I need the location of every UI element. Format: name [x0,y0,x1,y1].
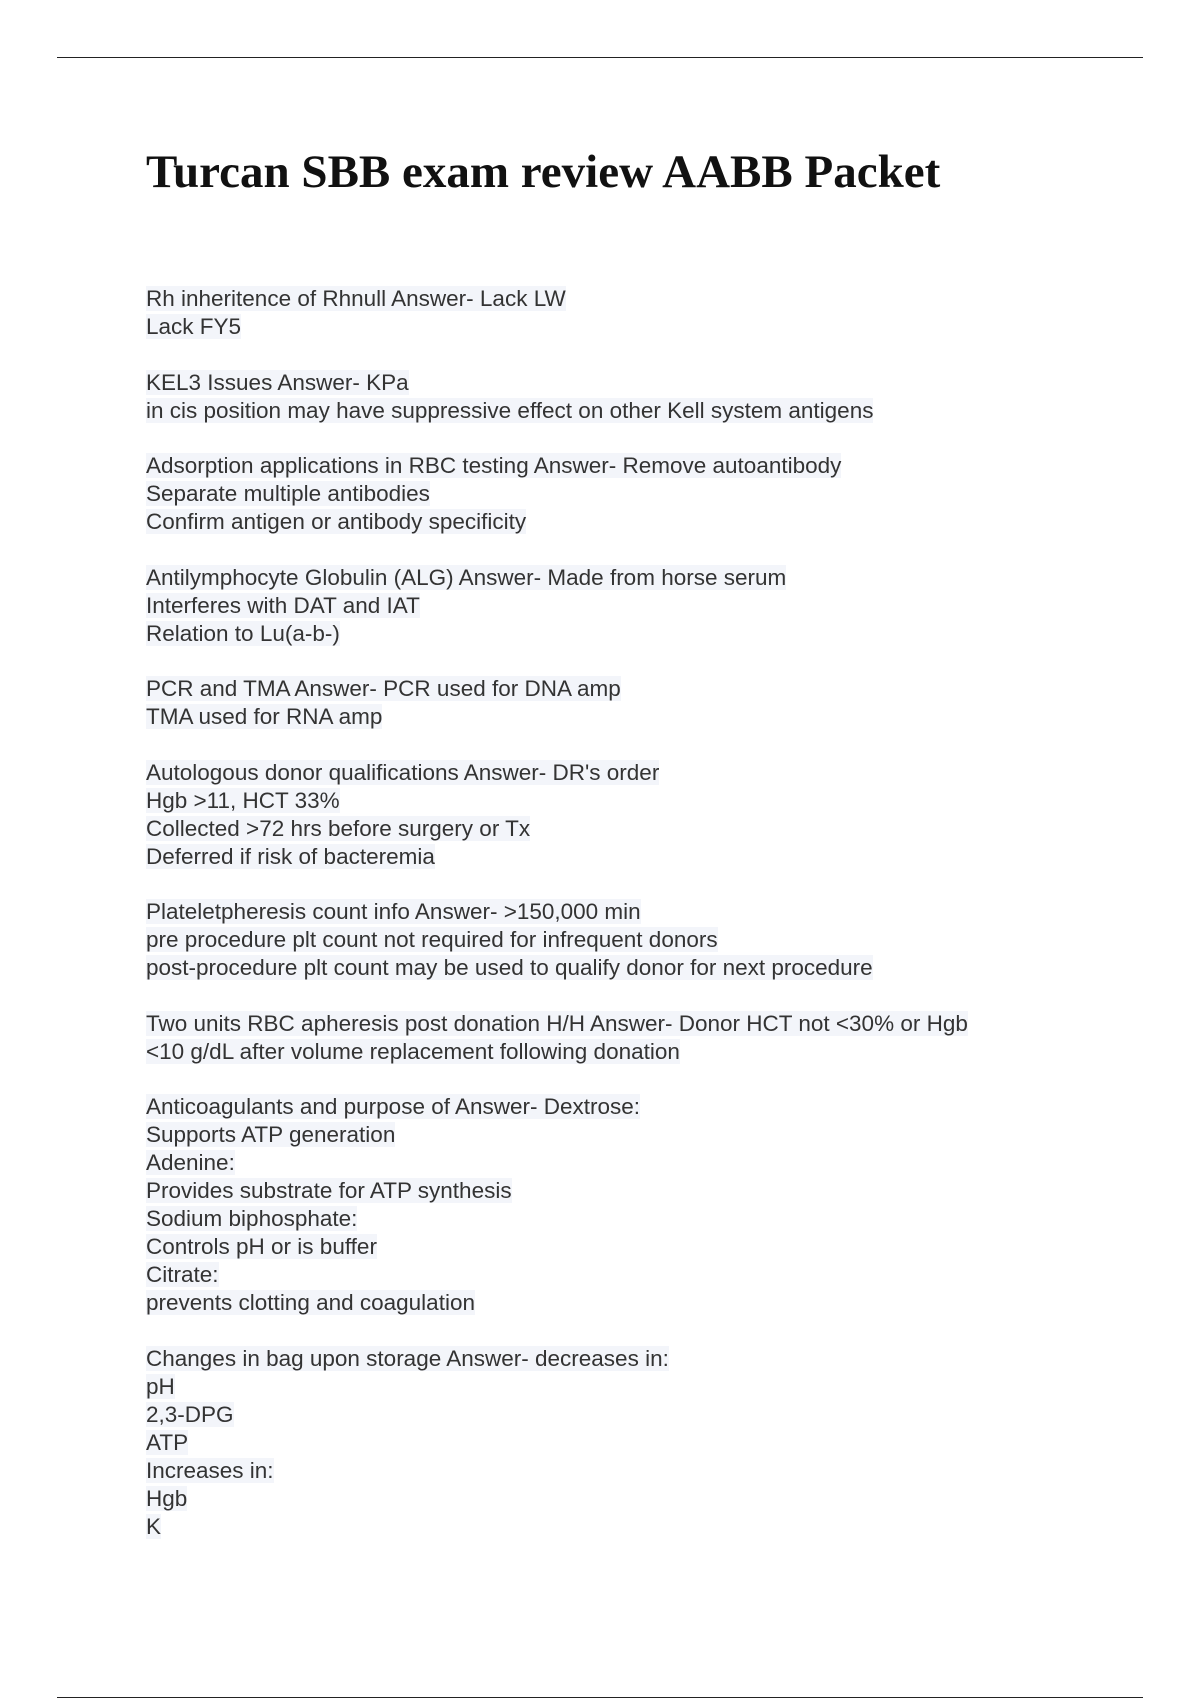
qa-line: Citrate: [146,1262,219,1287]
qa-line: <10 g/dL after volume replacement following donation [146,1038,680,1064]
qa-block [146,564,1106,648]
qa-line: 2,3-DPG [146,1401,234,1427]
qa-line: Interferes with DAT and IAT [146,592,420,618]
qa-line: post-procedure plt count may be used to qualify donor for next procedure [146,955,873,980]
document-title: Turcan SBB exam review AABB Packet [146,146,941,198]
qa-line: Lack FY5 [146,314,242,339]
qa-line: Adsorption applications in RBC testing Answer- Remove autoantibody [146,453,842,478]
qa-block [146,369,1106,425]
qa-line: Controls pH or is buffer [146,1234,377,1259]
qa-line: Hgb [146,1485,188,1511]
qa-line: Confirm antigen or antibody specificity [146,509,527,534]
qa-line: in cis position may have suppressive effect on other Kell system antigens [146,397,874,423]
qa-block [146,1345,1106,1541]
qa-line: pre procedure plt count not required for infrequent donors [146,927,718,952]
qa-line: Adenine: [146,1150,235,1175]
qa-line: Sodium biphosphate: [146,1206,358,1231]
qa-block [146,898,1106,982]
qa-line: prevents clotting and coagulation [146,1290,475,1315]
qa-block [146,759,1106,871]
qa-line: Separate multiple antibodies [146,481,430,506]
qa-line: Provides substrate for ATP synthesis [146,1178,512,1203]
qa-block [146,1093,1106,1317]
qa-line: Collected >72 hrs before surgery or Tx [146,815,531,841]
bottom-divider [57,1697,1143,1698]
top-divider [57,57,1143,58]
qa-line: Increases in: [146,1457,274,1483]
qa-list [146,285,1106,1568]
qa-line: Hgb >11, HCT 33% [146,787,340,813]
qa-line: Deferred if risk of bacteremia [146,843,435,869]
qa-line: pH [146,1373,175,1399]
qa-line: K [146,1513,162,1539]
qa-line: Rh inheritence of Rhnull Answer- Lack LW [146,286,566,311]
qa-line: Autologous donor qualifications Answer- DR's order [146,759,660,785]
qa-block [146,452,1106,536]
qa-line: Changes in bag upon storage Answer- decreases in: [146,1345,669,1371]
qa-line: KEL3 Issues Answer- KPa [146,369,409,395]
qa-block [146,285,1106,341]
qa-line: Anticoagulants and purpose of Answer- Dextrose: [146,1094,641,1119]
qa-line: Antilymphocyte Globulin (ALG) Answer- Made from horse serum [146,564,787,590]
qa-line: Supports ATP generation [146,1122,396,1147]
qa-line: Plateletpheresis count info Answer- >150,000 min [146,899,641,924]
qa-block [146,1010,1106,1066]
qa-line: ATP [146,1429,189,1455]
qa-line: Two units RBC apheresis post donation H/H Answer- Donor HCT not <30% or Hgb [146,1010,968,1036]
qa-block [146,675,1106,731]
qa-line: PCR and TMA Answer- PCR used for DNA amp [146,676,621,701]
qa-line: TMA used for RNA amp [146,704,383,729]
qa-line: Relation to Lu(a-b-) [146,620,340,646]
